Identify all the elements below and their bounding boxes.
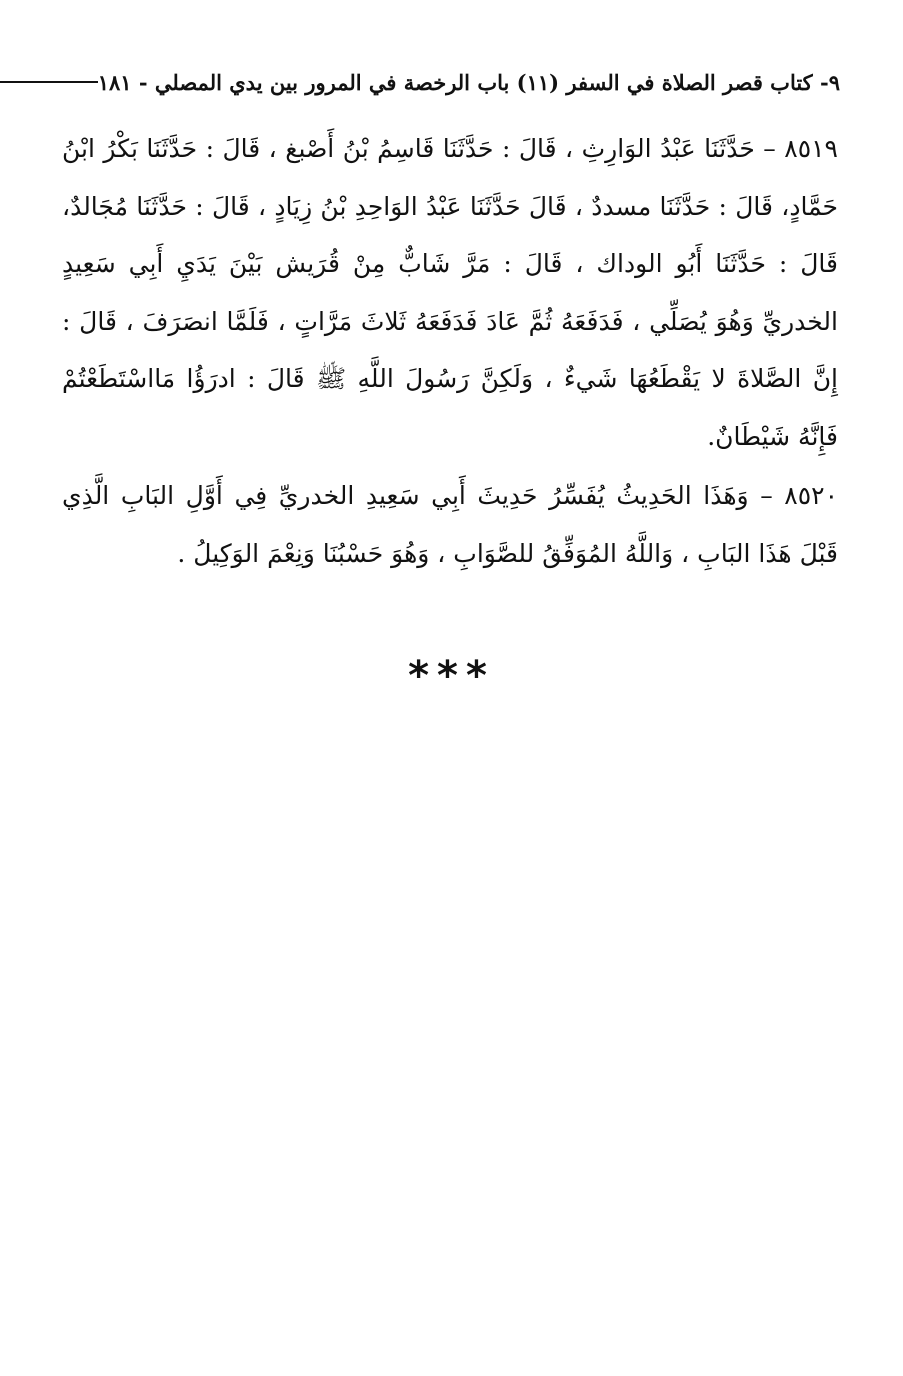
header-rule — [0, 81, 98, 83]
hadith-number: ٨٥١٩ — [784, 134, 838, 163]
hadith-number: ٨٥٢٠ — [784, 481, 839, 510]
body-text — [62, 120, 838, 582]
section-divider: *** — [408, 653, 495, 699]
running-header — [60, 62, 840, 102]
hadith-text: – حَدَّثَنَا عَبْدُ الوَارِثِ ، قَالَ : حَدَّثَنَا قَاسِمُ بْنُ أَصْبغ ، قَالَ : حَدَّثَنَا بَكْرُ ابْنُ حَمَّادٍ، قَالَ : حَدَّثَنَا مسددٌ ، قَالَ حَدَّثَنَا عَبْدُ الوَاحِدِ بْنُ زِيَادٍ ، قَالَ : حَدَّثَنَا مُجَالدٌ، قَالَ : حَدَّثَنَا أَبُو الوداك ، قَالَ : مَرَّ شَابٌّ مِنْ قُرَيش بَيْنَ يَدَيِ أَبِي سَعِيدٍ الخدريِّ وَهُوَ يُصَلِّي ، فَدَفَعَهُ ثُمَّ عَادَ فَدَفَعَهُ ثَلاثَ مَرَّاتٍ ، فَلَمَّا انصَرَفَ ، قَالَ : إِنَّ الصَّلاةَ لا يَقْطَعُهَا شَيءٌ ، وَلَكِنَّ رَسُولَ اللَّهِ ﷺ قَالَ : ادرَؤُا مَااسْتَطَعْتُمْ فَإِنَّهُ شَيْطَانٌ. — [62, 134, 838, 451]
hadith-paragraph-8519 — [62, 120, 838, 465]
hadith-paragraph-8520 — [62, 467, 838, 582]
header-text: ٩- كتاب قصر الصلاة في السفر (١١) باب الرخصة في المرور بين يدي المصلي - ١٨١ — [97, 69, 840, 95]
hadith-text: – وَهَذَا الحَدِيثُ يُفَسِّرُ حَدِيثَ أَبِي سَعِيدِ الخدريِّ فِي أَوَّلِ البَابِ الَّذِي قَبْلَ هَذَا البَابِ ، وَاللَّهُ المُوَفِّقُ للصَّوَابِ ، وَهُوَ حَسْبُنَا وَنِعْمَ الوَكِيلُ . — [62, 481, 838, 568]
